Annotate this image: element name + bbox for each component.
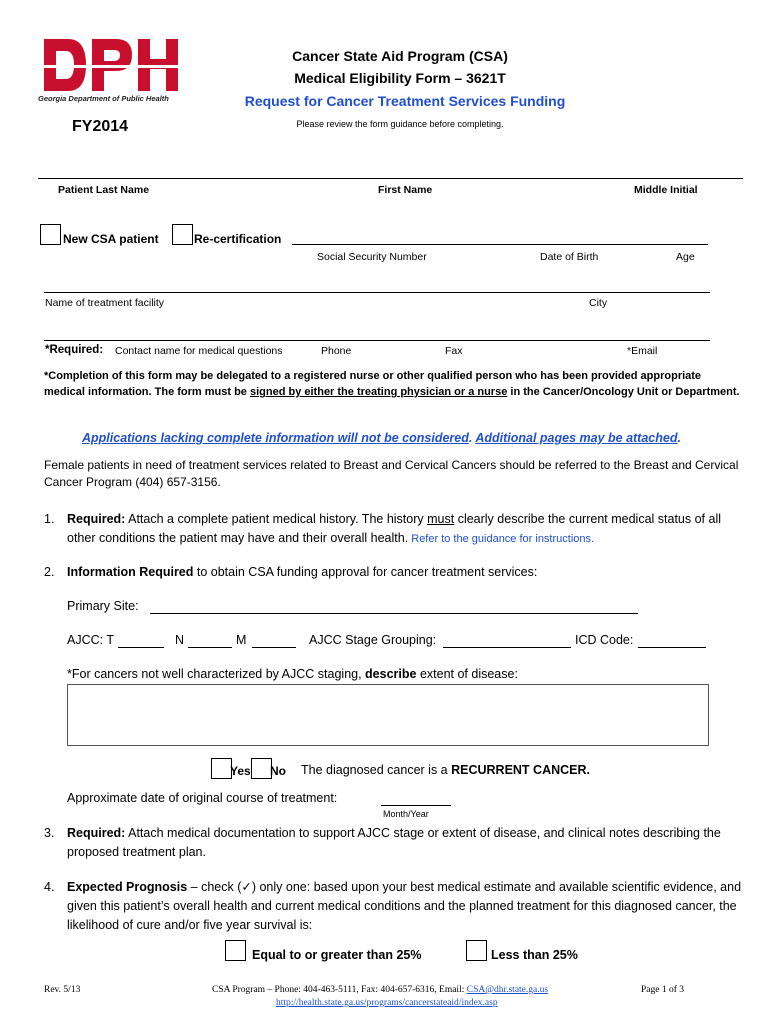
- ajcc-m-label: M: [236, 633, 247, 647]
- recurrent-text: The diagnosed cancer is a RECURRENT CANCER.: [301, 763, 590, 777]
- footer-url: [276, 998, 498, 1008]
- required-label: *Required:: [45, 344, 104, 356]
- ajcc-n-label: N: [175, 633, 185, 647]
- revision-date: Rev. 5/13: [44, 985, 81, 995]
- new-patient-label: New CSA patient: [63, 232, 159, 246]
- prognosis-low-checkbox[interactable]: [466, 940, 487, 961]
- recurrent-yes-label: Yes: [230, 764, 251, 778]
- original-treatment-date-label: Approximate date of original course of treatment:: [67, 791, 338, 805]
- primary-site-field[interactable]: [150, 613, 638, 614]
- item2-text: Information Required to obtain CSA funding approval for cancer treatment services:: [67, 565, 538, 579]
- middle-initial-label: Middle Initial: [634, 184, 698, 196]
- stage-grouping-field[interactable]: [443, 647, 571, 648]
- form-title-request: Request for Cancer Treatment Services Funding: [244, 93, 566, 109]
- contact-name-label: Contact name for medical questions: [115, 345, 283, 357]
- primary-site-label: Primary Site:: [67, 599, 139, 613]
- stage-grouping-label: AJCC Stage Grouping:: [309, 633, 437, 647]
- age-label: Age: [676, 251, 695, 263]
- recertification-checkbox[interactable]: [172, 224, 193, 245]
- ajcc-t-field[interactable]: [118, 647, 164, 648]
- phone-label: Phone: [321, 345, 352, 357]
- page-number: Page 1 of 3: [641, 985, 685, 995]
- fiscal-year: FY2014: [72, 118, 129, 135]
- prognosis-high-label: Equal to or greater than 25%: [252, 948, 422, 962]
- form-guidance-note: Please review the form guidance before completing.: [296, 119, 504, 129]
- item2-number: 2.: [44, 565, 55, 579]
- item4-number: 4.: [44, 880, 55, 894]
- recurrent-no-checkbox[interactable]: [251, 758, 272, 779]
- item4-text: Expected Prognosis – check (✓) only one: based upon your best medical estimate and available scientific evidence, and given this patient’s overall health and current medical conditions and the planned treatment for this diagnosed cancer, the likelihood of cure and/or five year survival is:: [67, 880, 742, 932]
- footer-contact: CSA Program – Phone: 404-463-5111, Fax: 404-657-6316, Email: CSA@dhr.state.ga.us: [212, 985, 549, 995]
- city-label: City: [589, 297, 608, 309]
- contact-line[interactable]: [44, 340, 710, 341]
- referral-note: Female patients in need of treatment services related to Breast and Cervical Cancers should be referred to the Breast and Cervical Cancer Program (404) 657-3156.: [44, 458, 739, 489]
- recertification-label: Re-certification: [194, 232, 282, 246]
- recurrent-yes-checkbox[interactable]: [211, 758, 232, 779]
- item1-text: Required: Attach a complete patient medical history. The history must clearly describe the current medical status of all other conditions the patient may have and their overall health. Refer to the guidance for instructions.: [67, 512, 722, 545]
- footer-email-link[interactable]: CSA@dhr.state.ga.us: [466, 985, 549, 995]
- fax-label: Fax: [445, 345, 463, 357]
- facility-label: Name of treatment facility: [45, 297, 165, 309]
- patient-last-name-label: Patient Last Name: [58, 184, 150, 196]
- icd-code-label: ICD Code:: [575, 633, 634, 647]
- recurrent-no-label: No: [270, 764, 286, 778]
- logo-subtitle: Georgia Department of Public Health: [38, 94, 169, 103]
- extent-of-disease-textbox[interactable]: [67, 684, 709, 746]
- form-title-program: Cancer State Aid Program (CSA): [292, 48, 508, 64]
- new-patient-checkbox[interactable]: [40, 224, 61, 245]
- email-label: *Email: [627, 345, 658, 357]
- first-name-label: First Name: [378, 184, 433, 196]
- ajcc-n-field[interactable]: [188, 647, 232, 648]
- ssn-dob-age-line[interactable]: [292, 244, 708, 245]
- original-treatment-date-field[interactable]: [381, 805, 451, 806]
- form-title-name: Medical Eligibility Form – 3621T: [294, 70, 506, 86]
- item3-number: 3.: [44, 826, 55, 840]
- prognosis-high-checkbox[interactable]: [225, 940, 246, 961]
- facility-line[interactable]: [44, 292, 710, 293]
- icd-code-field[interactable]: [638, 647, 706, 648]
- month-year-hint: Month/Year: [383, 809, 429, 819]
- ajcc-m-field[interactable]: [252, 647, 296, 648]
- completion-note: *Completion of this form may be delegated to a registered nurse or other qualified person who has been provided appropriate medical information. The form must be signed by either the treating physician or a nurse in the Cancer/Oncology Unit or Department.: [44, 370, 740, 398]
- footer-url-link[interactable]: http://health.state.ga.us/programs/cancerstateaid/index.asp: [276, 998, 498, 1008]
- prognosis-low-label: Less than 25%: [491, 948, 578, 962]
- item1-number: 1.: [44, 512, 55, 526]
- describe-extent-label: *For cancers not well characterized by AJCC staging, describe extent of disease:: [67, 667, 518, 681]
- dph-logo: [38, 35, 183, 97]
- patient-name-line[interactable]: [38, 178, 743, 179]
- ajcc-t-label: AJCC: T: [67, 633, 114, 647]
- item3-text: Required: Attach medical documentation to support AJCC stage or extent of disease, and clinical notes describing the proposed treatment plan.: [67, 826, 721, 859]
- dob-label: Date of Birth: [540, 251, 599, 263]
- incomplete-warning: Applications lacking complete information will not be considered. Additional pages may be attached.: [82, 431, 681, 445]
- ssn-label: Social Security Number: [317, 251, 427, 263]
